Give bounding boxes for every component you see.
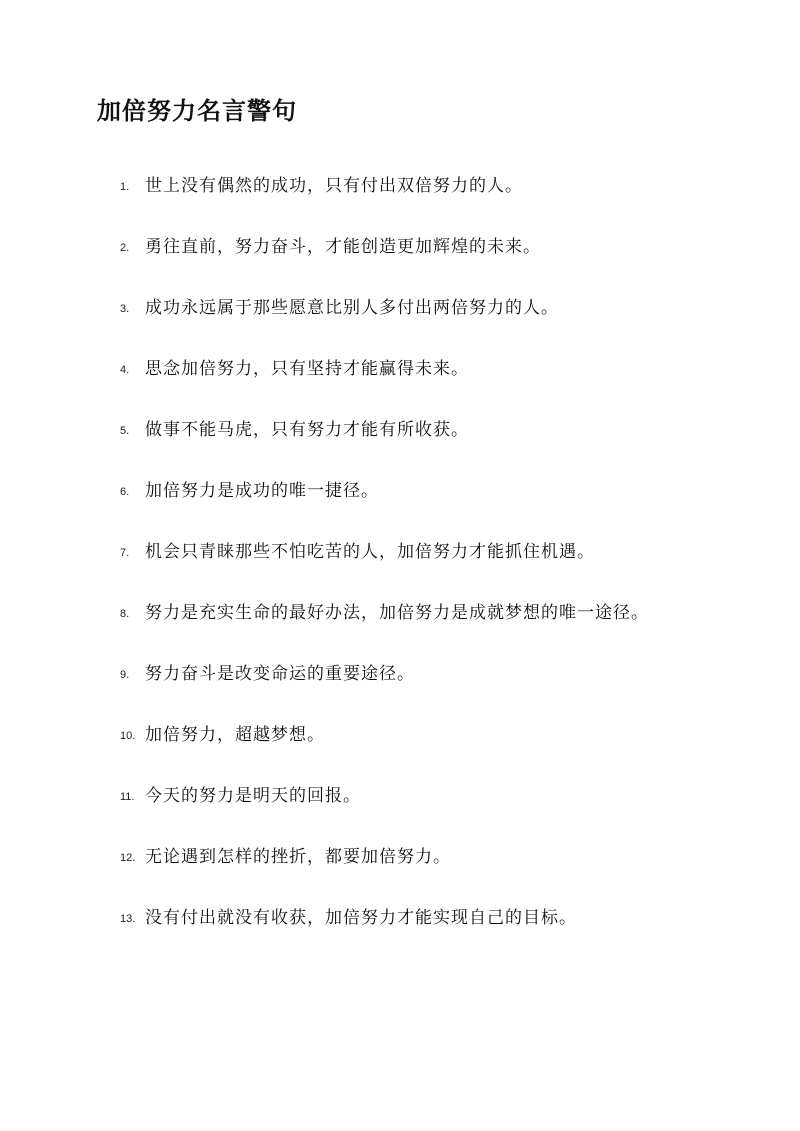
list-item-number: 2. xyxy=(120,242,130,254)
list-item xyxy=(120,411,700,449)
list-item xyxy=(120,167,700,205)
list-item-number: 1. xyxy=(120,181,130,193)
list-item-text: 勇往直前，努力奋斗，才能创造更加辉煌的未来。 xyxy=(145,237,541,257)
list-item xyxy=(120,838,700,876)
list-item-number: 13. xyxy=(120,913,136,925)
list-item-text: 没有付出就没有收获，加倍努力才能实现自己的目标。 xyxy=(145,908,577,928)
list-item-text: 无论遇到怎样的挫折，都要加倍努力。 xyxy=(145,847,451,867)
list-item-text: 世上没有偶然的成功，只有付出双倍努力的人。 xyxy=(145,176,523,196)
list-item-text: 机会只青睐那些不怕吃苦的人，加倍努力才能抓住机遇。 xyxy=(145,542,595,562)
list-item-number: 10. xyxy=(120,730,136,742)
list-item-text: 做事不能马虎，只有努力才能有所收获。 xyxy=(145,420,469,440)
list-item-number: 9. xyxy=(120,669,130,681)
list-item xyxy=(120,228,700,266)
list-item-number: 11. xyxy=(120,791,135,803)
list-item-number: 5. xyxy=(120,425,130,437)
list-item-text: 努力奋斗是改变命运的重要途径。 xyxy=(145,664,415,684)
list-item xyxy=(120,716,700,754)
quote-list xyxy=(120,167,700,960)
list-item-number: 6. xyxy=(120,486,130,498)
list-item-number: 12. xyxy=(120,852,136,864)
list-item xyxy=(120,777,700,815)
list-item-text: 今天的努力是明天的回报。 xyxy=(145,786,361,806)
document-title: 加倍努力名言警句 xyxy=(97,96,297,125)
list-item xyxy=(120,899,700,937)
list-item xyxy=(120,472,700,510)
list-item xyxy=(120,350,700,388)
list-item-text: 努力是充实生命的最好办法，加倍努力是成就梦想的唯一途径。 xyxy=(145,603,649,623)
list-item-text: 思念加倍努力，只有坚持才能赢得未来。 xyxy=(145,359,469,379)
list-item-text: 加倍努力，超越梦想。 xyxy=(145,725,325,745)
list-item xyxy=(120,655,700,693)
list-item-text: 加倍努力是成功的唯一捷径。 xyxy=(145,481,379,501)
list-item-number: 8. xyxy=(120,608,130,620)
list-item xyxy=(120,594,700,632)
list-item xyxy=(120,533,700,571)
list-item-text: 成功永远属于那些愿意比别人多付出两倍努力的人。 xyxy=(145,298,559,318)
list-item-number: 3. xyxy=(120,303,130,315)
list-item-number: 4. xyxy=(120,364,130,376)
list-item xyxy=(120,289,700,327)
list-item-number: 7. xyxy=(120,547,130,559)
